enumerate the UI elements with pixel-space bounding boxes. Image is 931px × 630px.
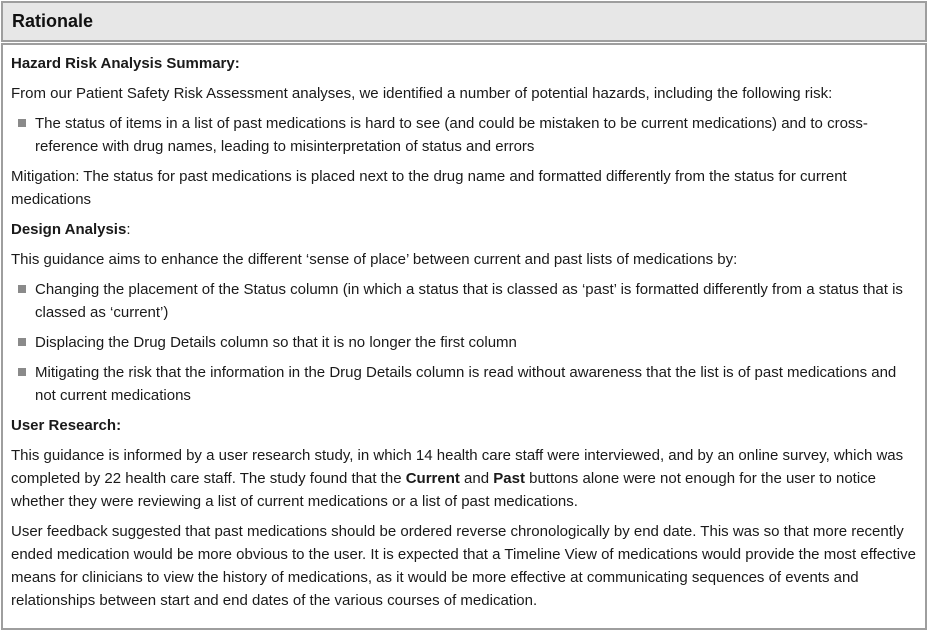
user-research-paragraph-1 (11, 444, 916, 513)
list-item-text: Changing the placement of the Status column (in which a status that is classed as ‘past’ is formatted differently from a status that is classed as ‘current’) (35, 281, 903, 321)
hazard-intro-paragraph: From our Patient Safety Risk Assessment analyses, we identified a number of potential hazards, including the following risk: (11, 85, 833, 102)
square-bullet-icon (18, 338, 26, 346)
panel-title: Rationale (12, 11, 94, 31)
design-analysis-heading (11, 218, 916, 241)
list-item-text: Displacing the Drug Details column so that it is no longer the first column (35, 334, 517, 351)
user-research-heading: User Research: (11, 417, 122, 434)
paragraph-text: buttons alone were not enough for the user to notice whether they were reviewing a list of current medications or a list of past medications. (11, 470, 877, 510)
square-bullet-icon (18, 119, 26, 127)
design-bullet-list (11, 278, 916, 407)
user-research-paragraph-2: User feedback suggested that past medications should be ordered reverse chronologically by end date. This was so that more recently ended medication would be more obvious to the user. It is expected that a Timeline View of medications would provide the most effective means for clinicians to view the history of medications, as it would be more effective at communicating sequences of events and relationships between start and end dates of the various courses of medication. (11, 523, 916, 609)
paragraph-text: and (459, 470, 494, 487)
rationale-panel (1, 1, 927, 630)
hazard-summary-heading: Hazard Risk Analysis Summary: (11, 55, 240, 72)
past-button-mention: Past (493, 470, 525, 487)
list-item (11, 361, 916, 407)
list-item (11, 331, 916, 354)
design-analysis-heading-bold: Design Analysis (11, 221, 127, 238)
hazard-bullet-list (11, 112, 916, 158)
design-analysis-heading-colon: : (126, 221, 131, 238)
paragraph-text: This guidance is informed by a user research study, in which 14 health care staff were interviewed, and by an online survey, which was completed by 22 health care staff. The study found that the (11, 447, 904, 487)
design-intro-paragraph: This guidance aims to enhance the different ‘sense of place’ between current and past lists of medications by: (11, 251, 738, 268)
list-item-text: Mitigating the risk that the information in the Drug Details column is read without awareness that the list is of past medications and not current medications (35, 364, 897, 404)
mitigation-paragraph: Mitigation: The status for past medications is placed next to the drug name and formatted differently from the status for current medications (11, 168, 847, 208)
list-item (11, 112, 916, 158)
panel-body (1, 43, 927, 630)
list-item (11, 278, 916, 324)
panel-header (1, 1, 927, 42)
square-bullet-icon (18, 368, 26, 376)
current-button-mention: Current (405, 470, 460, 487)
list-item-text: The status of items in a list of past medications is hard to see (and could be mistaken to be current medications) and to cross-reference with drug names, leading to misinterpretation of status and errors (35, 115, 868, 155)
square-bullet-icon (18, 285, 26, 293)
